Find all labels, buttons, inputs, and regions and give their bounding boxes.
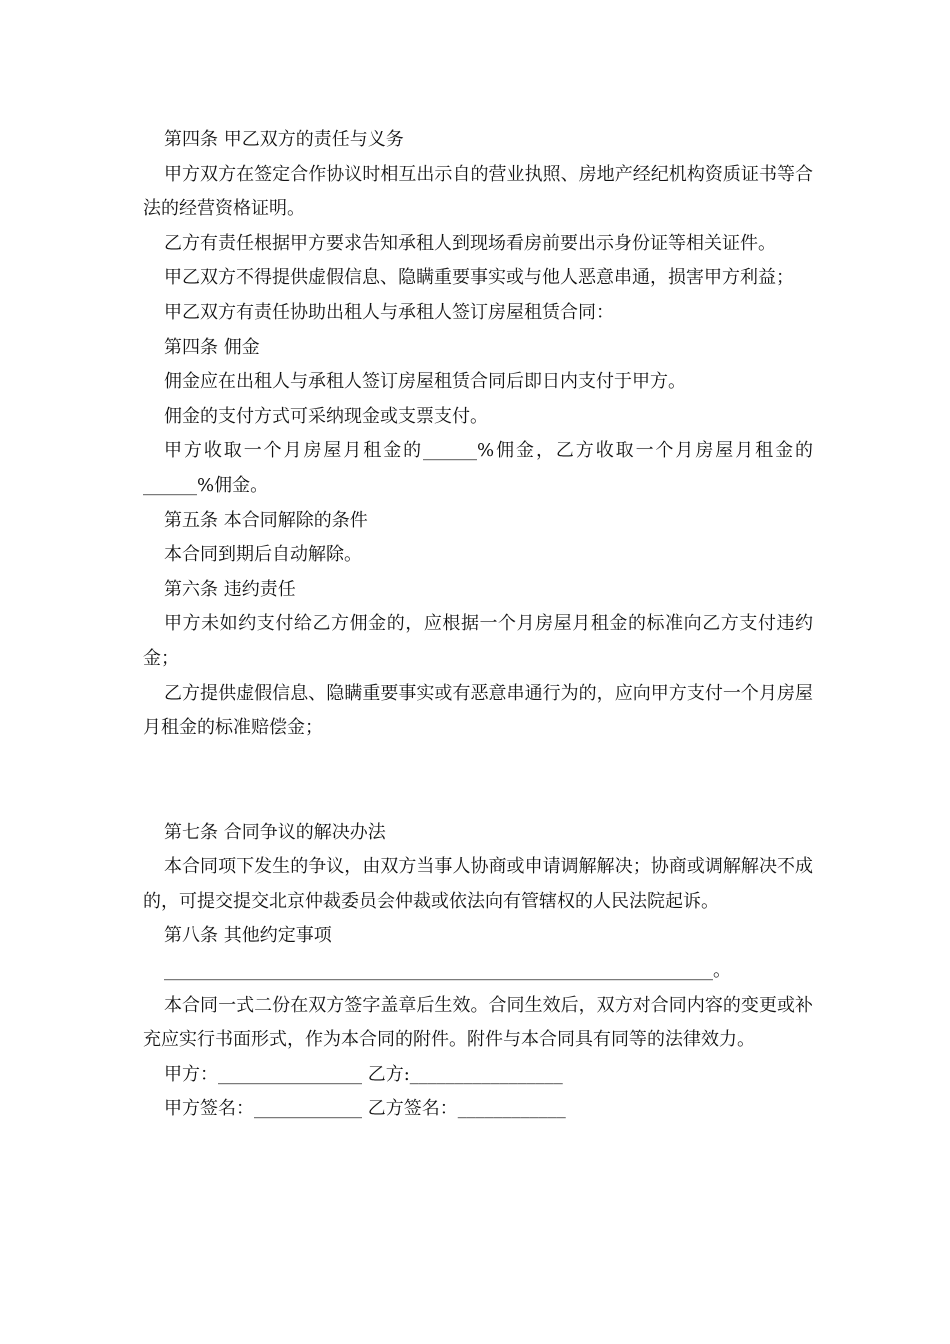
article-4-heading: 第四条 甲乙双方的责任与义务 <box>164 129 404 150</box>
commission-heading: 第四条 佣金 <box>164 336 260 358</box>
commission-clause-2: 佣金的支付方式可采纳现金或支票支付。 <box>164 405 488 427</box>
commission-clause-1: 佣金应在出租人与承租人签订房屋租赁合同后即日内支付于甲方。 <box>164 371 686 393</box>
article-8-heading: 第八条 其他约定事项 <box>164 925 332 947</box>
section-spacer <box>143 746 813 816</box>
breach-clause-2: 乙方提供虚假信息、隐瞒重要事实或有恶意串通行为的，应向甲方支付一个月房屋月租金的标准赔偿金； <box>143 682 813 739</box>
contract-document <box>143 123 813 1127</box>
party-names-line: 甲方：________________ 乙方:_________________ <box>164 1063 563 1085</box>
commission-clause-3: 甲方收取一个月房屋月租金的______%佣金，乙方收取一个月房屋月租金的______%佣金。 <box>143 440 813 496</box>
signature-line: 甲方签名：____________ 乙方签名：____________ <box>164 1098 566 1120</box>
duty-clause-4: 甲乙双方有责任协助出租人与承租人签订房屋租赁合同： <box>164 301 614 323</box>
duty-clause-3: 甲乙双方不得提供虚假信息、隐瞒重要事实或与他人恶意串通，损害甲方利益； <box>164 267 794 289</box>
other-terms-blank: _____________________________________________________________。 <box>164 960 731 982</box>
effectiveness-clause: 本合同一式二份在双方签字盖章后生效。合同生效后，双方对合同内容的变更或补充应实行书面形式，作为本合同的附件。附件与本合同具有同等的法律效力。 <box>143 994 813 1051</box>
dispute-clause: 本合同项下发生的争议，由双方当事人协商或申请调解解决；协商或调解解决不成的，可提交提交北京仲裁委员会仲裁或依法向有管辖权的人民法院起诉。 <box>143 856 813 912</box>
termination-clause: 本合同到期后自动解除。 <box>164 544 362 566</box>
article-7-heading: 第七条 合同争议的解决办法 <box>164 821 386 843</box>
article-5-heading: 第五条 本合同解除的条件 <box>164 509 368 531</box>
duty-clause-1: 甲方双方在签定合作协议时相互出示自的营业执照、房地产经纪机构资质证书等合法的经营资格证明。 <box>143 163 813 220</box>
article-6-heading: 第六条 违约责任 <box>164 578 296 600</box>
duty-clause-2: 乙方有责任根据甲方要求告知承租人到现场看房前要出示身份证等相关证件。 <box>164 232 776 254</box>
breach-clause-1: 甲方未如约支付给乙方佣金的，应根据一个月房屋月租金的标准向乙方支付违约金； <box>143 613 813 669</box>
